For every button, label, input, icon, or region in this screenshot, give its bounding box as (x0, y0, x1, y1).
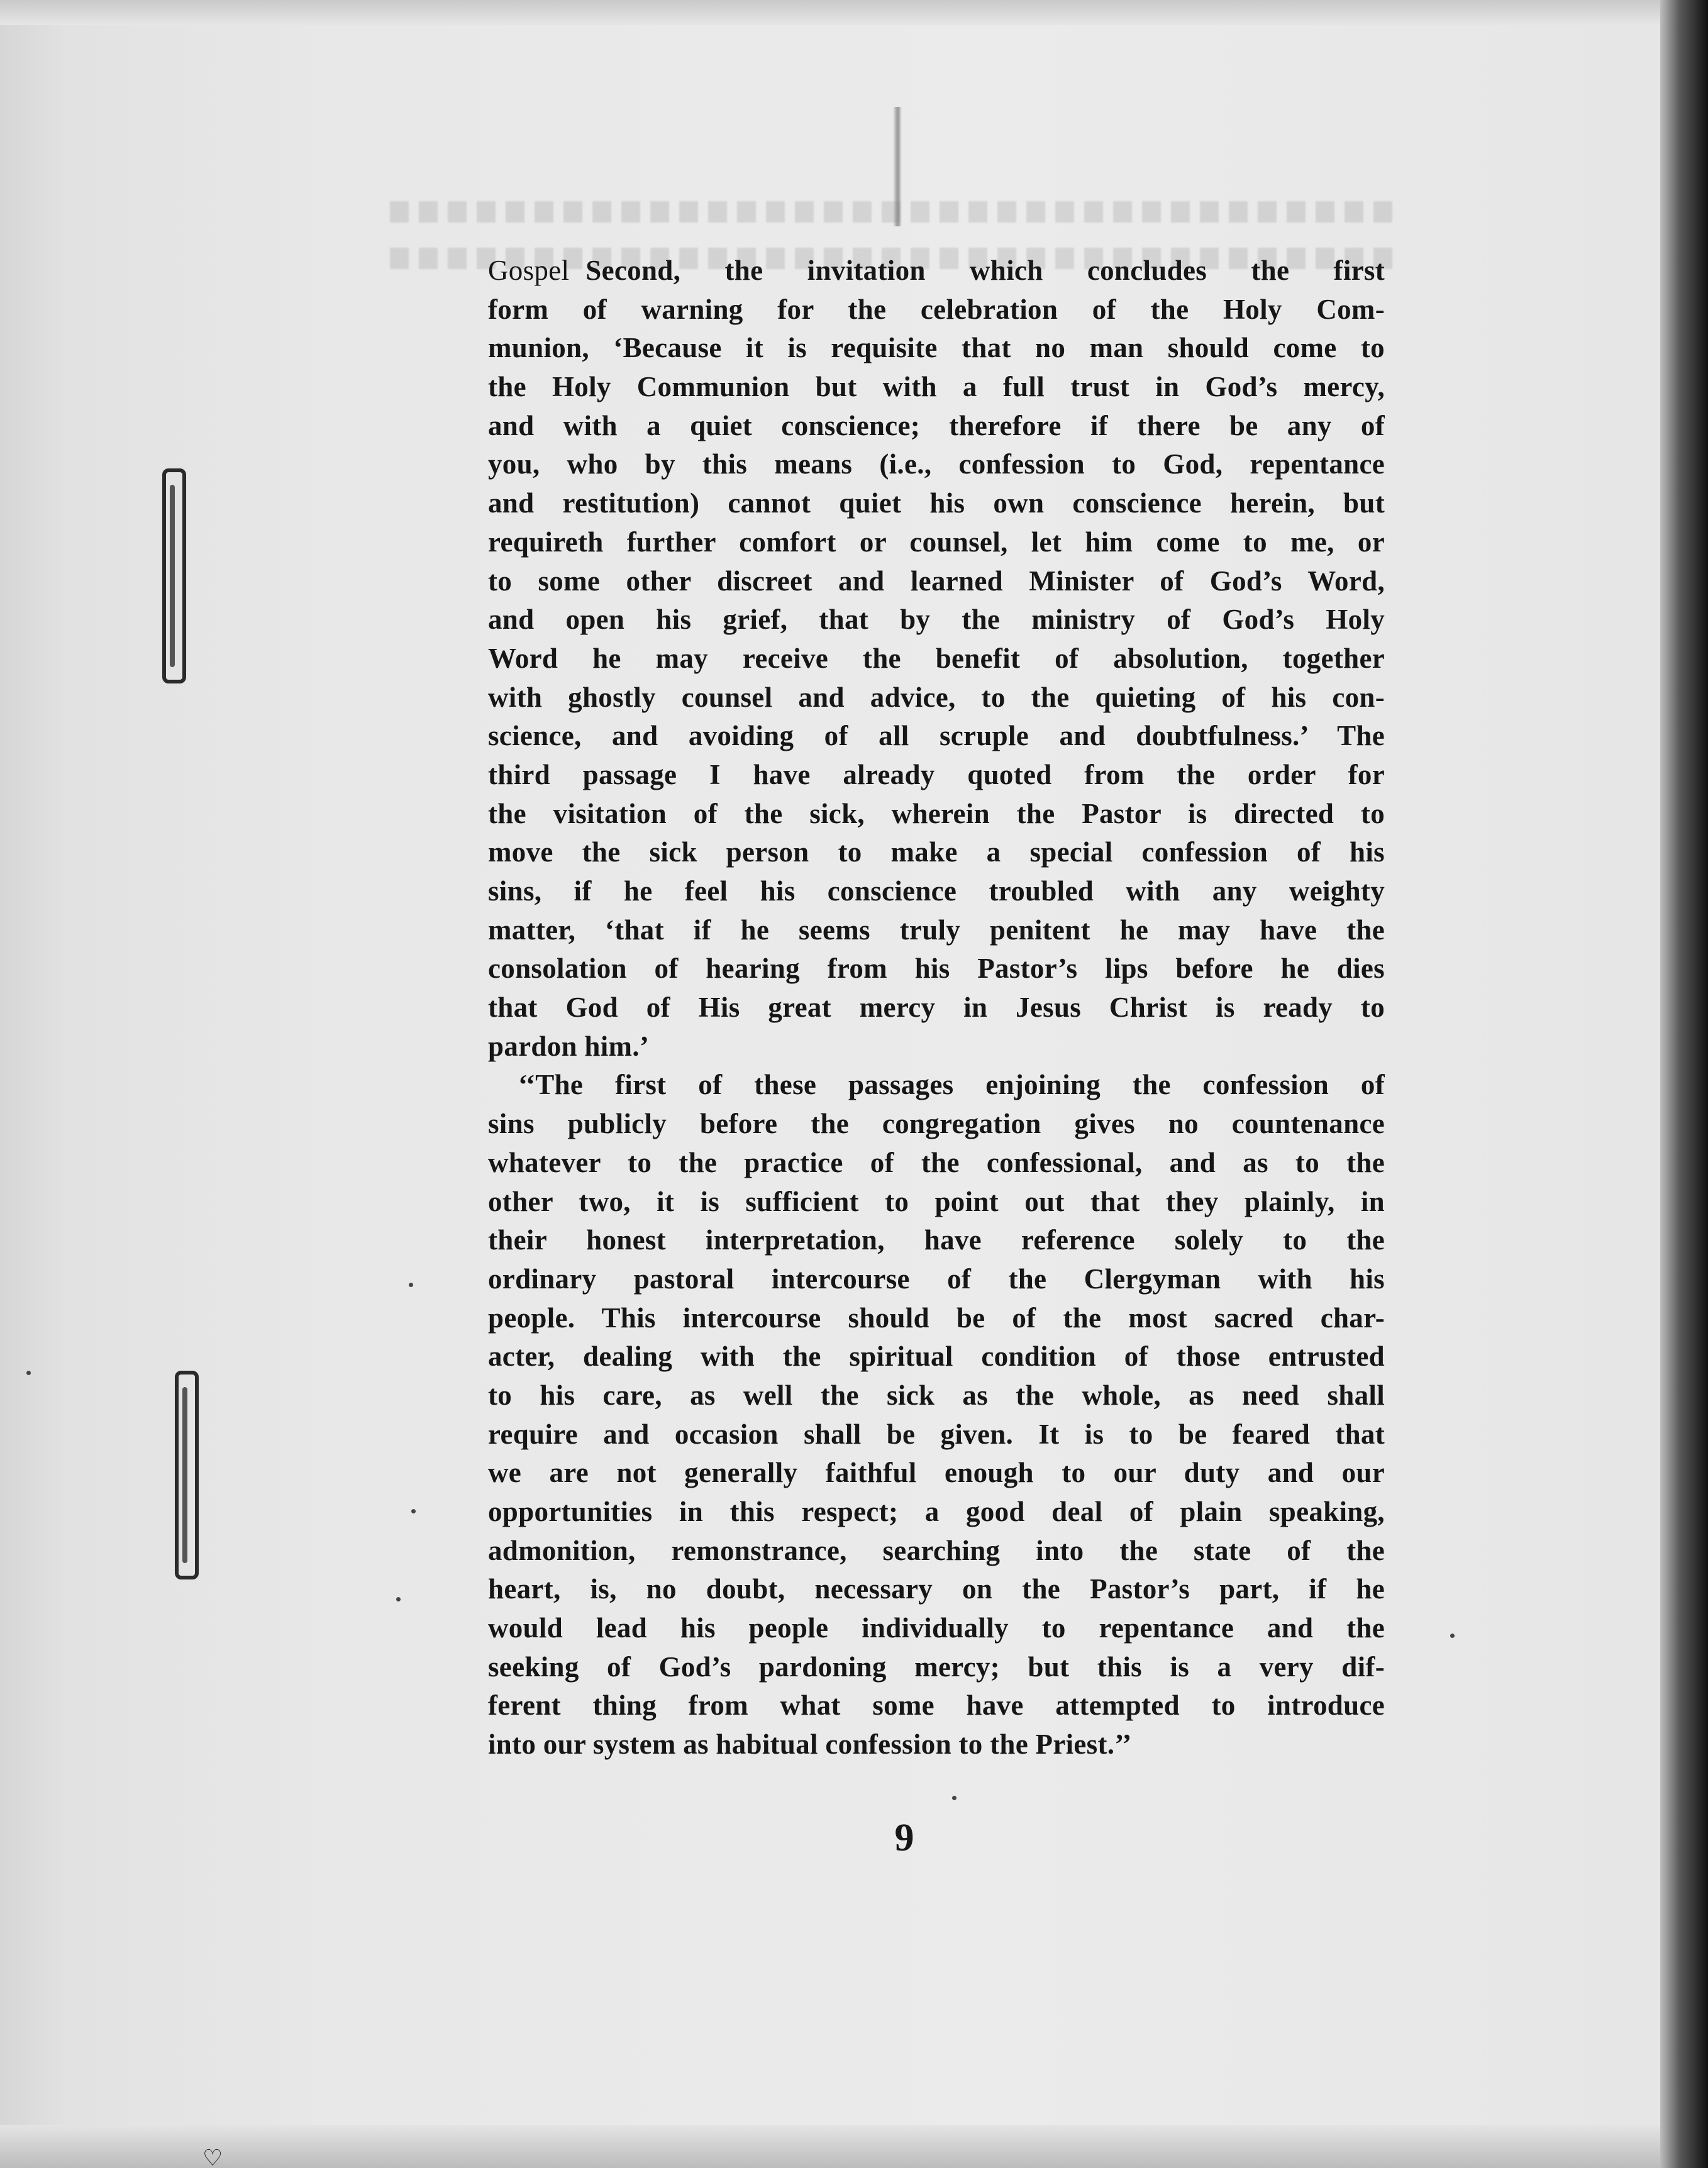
text-line: and with a quiet conscience; therefore if there be any of (488, 409, 1385, 441)
text-line: and restitution) cannot quiet his own conscience herein, but (488, 487, 1385, 519)
text-line: move the sick person to make a special confession of his (488, 836, 1385, 868)
text-line: we are not generally faithful enough to our duty and our (488, 1457, 1385, 1489)
ink-speck (411, 1509, 416, 1513)
text-line: Gospel Second, the invitation which concludes the first (488, 255, 1385, 286)
heart-icon: ♡ (202, 2145, 223, 2168)
fold-mark (893, 107, 902, 226)
text-line: consolation of hearing from his Pastor’s lips before he dies (488, 953, 1385, 985)
text-line: into our system as habitual confession to the Priest.’’ (488, 1728, 1132, 1761)
text-line: requireth further comfort or counsel, let him come to me, or (488, 526, 1385, 558)
page-top-edge (0, 0, 1678, 25)
text-line: would lead his people individually to repentance and the (488, 1612, 1385, 1644)
text-line: sins publicly before the congregation gives no countenance (488, 1108, 1385, 1140)
ink-speck (1450, 1634, 1455, 1638)
text-line: to some other discreet and learned Minister of God’s Word, (488, 565, 1385, 597)
text-line: whatever to the practice of the confessional, and as to the (488, 1146, 1385, 1178)
staple-icon (162, 468, 186, 683)
staple-icon (175, 1371, 199, 1579)
text-line: you, who by this means (i.e., confession to God, repentance (488, 448, 1385, 480)
text-line: matter, ‘that if he seems truly penitent he may have the (488, 914, 1385, 946)
text-line: the Holy Communion but with a full trust in God’s mercy, (488, 371, 1385, 403)
text-line: Word he may receive the benefit of absolution, together (488, 642, 1385, 674)
text-line: third passage I have already quoted from the order for (488, 758, 1385, 790)
text-line: opportunities in this respect; a good deal of plain speaking, (488, 1496, 1385, 1527)
page-edge-shadow (1660, 0, 1708, 2168)
text-line: ferent thing from what some have attempted to introduce (488, 1690, 1385, 1722)
ink-speck (26, 1371, 31, 1375)
text-line: munion, ‘Because it is requisite that no man should come to (488, 332, 1385, 364)
body-text (488, 252, 1385, 1764)
margin-note: Gospel (488, 255, 570, 286)
text-line: seeking of God’s pardoning mercy; but this is a very dif- (488, 1651, 1385, 1683)
ink-speck (952, 1796, 957, 1800)
ink-speck (396, 1597, 401, 1601)
text-line: sins, if he feel his conscience troubled with any weighty (488, 875, 1385, 907)
page-number: 9 (894, 1817, 914, 1859)
text-line: admonition, remonstrance, searching into the state of the (488, 1534, 1385, 1566)
text-line: science, and avoiding of all scruple and doubtfulness.’ The (488, 720, 1385, 752)
text-line: and open his grief, that by the ministry of God’s Holy (488, 604, 1385, 636)
page-bottom-edge (0, 2125, 1678, 2168)
text-line: the visitation of the sick, wherein the Pastor is directed to (488, 797, 1385, 829)
text-line: their honest interpretation, have reference solely to the (488, 1224, 1385, 1256)
text-line: with ghostly counsel and advice, to the quieting of his con- (488, 681, 1385, 713)
text-line: ordinary pastoral intercourse of the Clergyman with his (488, 1263, 1385, 1295)
text-line: acter, dealing with the spiritual condition of those entrusted (488, 1341, 1385, 1373)
text-line: people. This intercourse should be of the most sacred char- (488, 1302, 1385, 1334)
ink-speck (409, 1283, 413, 1287)
text-line: other two, it is sufficient to point out that they plainly, in (488, 1185, 1385, 1217)
text-line: pardon him.’ (488, 1030, 650, 1062)
text-line: that God of His great mercy in Jesus Christ is ready to (488, 992, 1385, 1024)
text-line: require and occasion shall be given. It is to be feared that (488, 1418, 1385, 1450)
text-line: form of warning for the celebration of the Holy Com- (488, 293, 1385, 325)
text-line: heart, is, no doubt, necessary on the Pastor’s part, if he (488, 1573, 1385, 1605)
text-line: ‘‘The first of these passages enjoining the confession of (518, 1069, 1385, 1101)
text-line: to his care, as well the sick as the whole, as need shall (488, 1379, 1385, 1411)
